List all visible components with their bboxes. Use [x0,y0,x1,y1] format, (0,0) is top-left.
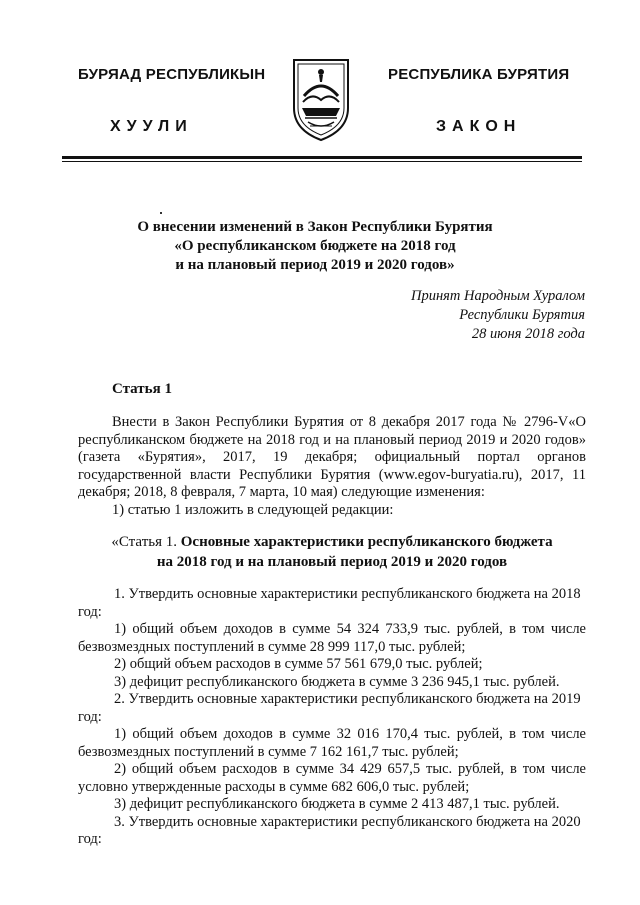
law-title-line: «О республиканском бюджете на 2018 год [174,238,456,254]
section-item: 1) общий объем доходов в сумме 32 016 170,4 тыс. рублей, в том числе безвозмездных поступлений в сумме 7 162 161,7 тыс. рублей; [78,726,586,760]
section-item: 3) дефицит республиканского бюджета в сумме 3 236 945,1 тыс. рублей. [114,673,560,690]
header-left-title: БУРЯАД РЕСПУБЛИКЫН [78,66,266,83]
section-heading: 2. Утвердить основные характеристики республиканского бюджета на 2019 [114,691,581,707]
adoption-note [411,287,585,344]
section-item: 3) дефицит республиканского бюджета в сумме 2 413 487,1 тыс. рублей. [114,796,560,812]
quoted-article-title-1: Основные характеристики республиканского бюджета [180,534,553,550]
intro-block [78,414,586,519]
header-left-sub: ХУУЛИ [110,118,193,135]
intro-paragraph: Внести в Закон Республики Бурятия от 8 декабря 2017 года № 2796-V«О республиканском бюджете на 2018 год и на плановый период 2019 и 2020 годов» (газета «Бурятия», 2017, 19 декабря; официальный портал органов государственной власти Республики Бурятия (www.egov-buryatia.ru), 2017, 11 декабря; 2018, 8 февраля, 7 марта, 10 мая) следующие изменения: [78,414,586,500]
adoption-date: 28 июня 2018 года [471,326,585,342]
law-title-line: и на плановый период 2019 и 2020 годов» [175,257,455,273]
section-heading-tail: год: [78,831,102,847]
section-heading: 1. Утвердить основные характеристики республиканского бюджета на 2018 [114,586,581,602]
section-heading-tail: год: [78,603,102,620]
scan-speck [160,212,162,214]
adoption-line: Принят Народным Хуралом [410,288,585,304]
intro-item: 1) статью 1 изложить в следующей редакции: [112,501,394,518]
coat-of-arms-icon [290,56,352,142]
quoted-article-heading [78,532,586,572]
budget-section-2018 [78,586,586,849]
adoption-line: Республики Бурятия [459,307,585,323]
article-heading: Статья 1 [112,381,172,397]
section-heading-tail: год: [78,708,102,725]
section-item: 1) общий объем доходов в сумме 54 324 733,9 тыс. рублей, в том числе безвозмездных поступлений в сумме 28 999 117,0 тыс. рублей; [78,621,586,655]
section-heading: 3. Утвердить основные характеристики республиканского бюджета на 2020 [114,813,581,830]
header-right-title: РЕСПУБЛИКА БУРЯТИЯ [388,66,570,83]
section-item: 2) общий объем расходов в сумме 57 561 679,0 тыс. рублей; [114,656,483,672]
quoted-article-prefix: «Статья 1. [111,534,177,550]
section-item: 2) общий объем расходов в сумме 34 429 657,5 тыс. рублей, в том числе условно утвержденные расходы в сумме 682 606,0 тыс. рублей; [78,761,586,795]
header-rule-thin [62,161,582,162]
law-title-line: О внесении изменений в Закон Республики Бурятия [137,219,493,235]
law-title [100,218,530,275]
quoted-article-title-2: на 2018 год и на плановый период 2019 и 2020 годов [156,554,508,570]
header-right-sub: ЗАКОН [436,118,522,135]
header-rule-thick [62,156,582,159]
